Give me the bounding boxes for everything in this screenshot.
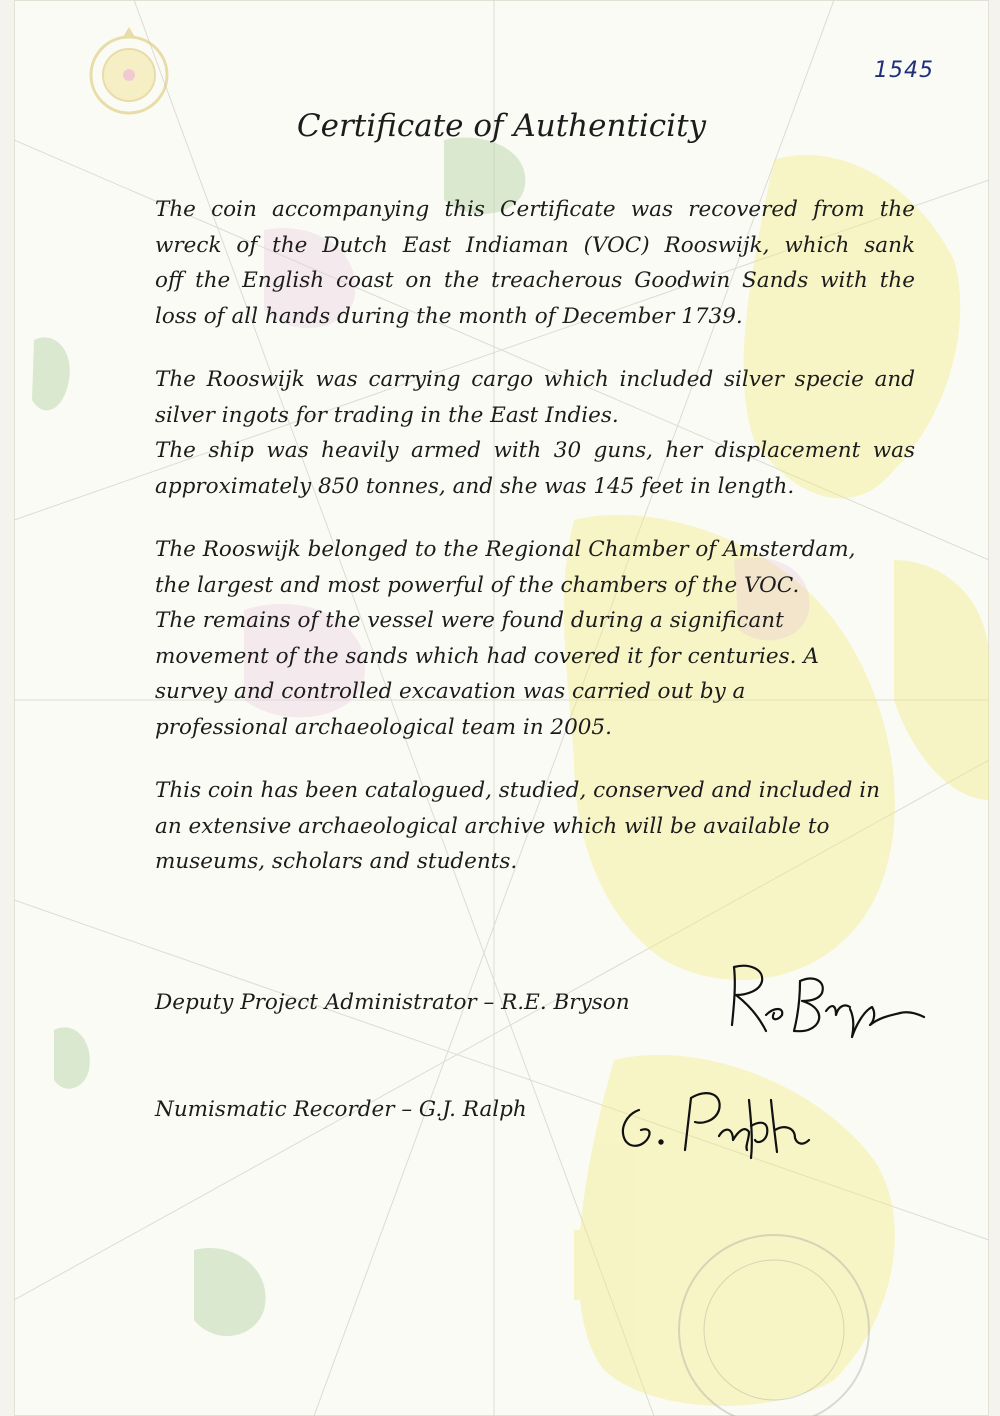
- paragraph-wreck: [155, 192, 915, 334]
- certificate-page: [14, 0, 989, 1416]
- paragraph-chamber: [155, 532, 915, 745]
- body-line: The remains of the vessel were found during a significant: [155, 608, 784, 633]
- body-line: museums, scholars and students.: [155, 849, 518, 874]
- body-line: The coin accompanying this Certificate was recovered from the: [155, 197, 915, 222]
- body-line: silver ingots for trading in the East Indies.: [155, 402, 619, 428]
- body-line: The Rooswijk was carrying cargo which included silver specie and: [155, 367, 915, 392]
- body-line: loss of all hands during the month of December 1739.: [155, 303, 743, 329]
- body-line: The Rooswijk belonged to the Regional Chamber of Amsterdam,: [155, 537, 856, 562]
- body-line: approximately 850 tonnes, and she was 145 feet in length.: [155, 473, 795, 499]
- reference-number: 1545: [874, 58, 934, 83]
- signatory-bryson-label: Deputy Project Administrator – R.E. Bryson: [155, 990, 630, 1015]
- body-line: This coin has been catalogued, studied, conserved and included in: [155, 778, 881, 803]
- body-line: survey and controlled excavation was carried out by a: [155, 679, 746, 704]
- body-line: off the English coast on the treacherous Goodwin Sands with the: [155, 268, 915, 293]
- signature-ralph-icon: [599, 1070, 829, 1165]
- body-line: The ship was heavily armed with 30 guns, her displacement was: [155, 438, 915, 463]
- body-line: movement of the sands which had covered it for centuries. A: [155, 643, 819, 669]
- body-line: an extensive archaeological archive which will be available to: [155, 813, 830, 839]
- signatory-ralph-label: Numismatic Recorder – G.J. Ralph: [155, 1097, 527, 1122]
- body-line: professional archaeological team in 2005.: [155, 714, 612, 740]
- certificate-title: Certificate of Authenticity: [296, 108, 707, 144]
- body-line: wreck of the Dutch East Indiaman (VOC) Rooswijk, which sank: [155, 232, 915, 258]
- body-line: the largest and most powerful of the chambers of the VOC.: [155, 572, 800, 598]
- paragraph-archive: [155, 773, 915, 880]
- signature-bryson-icon: [704, 955, 934, 1050]
- paragraph-cargo: [155, 362, 915, 504]
- certificate-body: [155, 192, 915, 908]
